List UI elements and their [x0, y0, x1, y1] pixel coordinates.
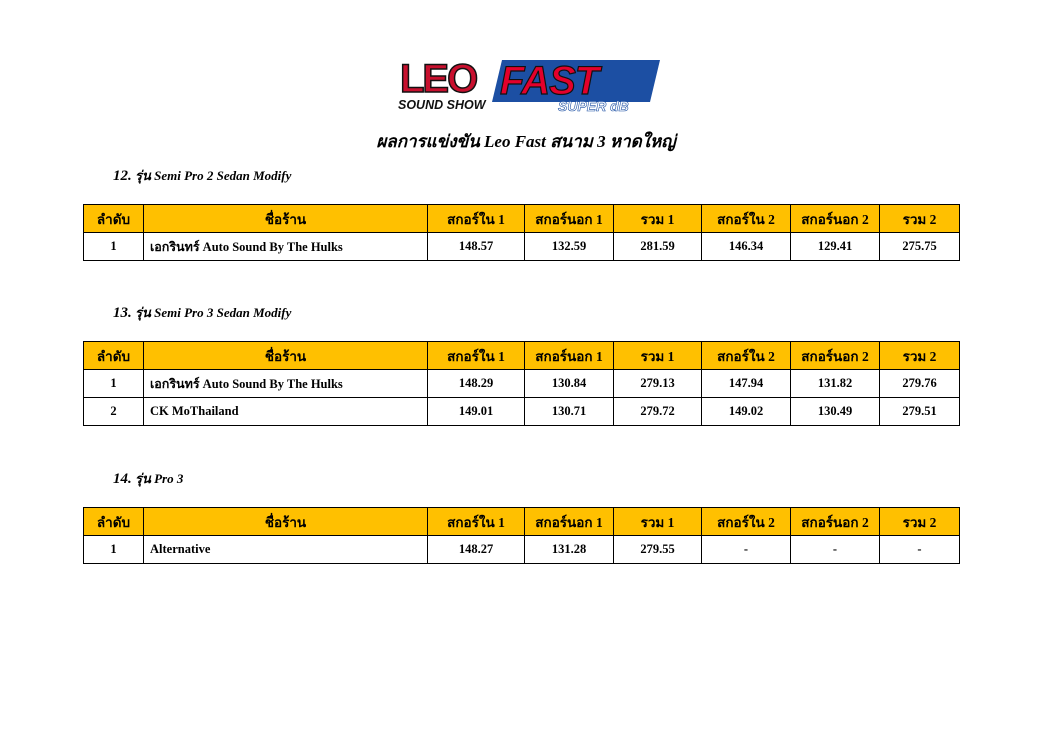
col-score-out-1: สกอร์นอก 1 — [525, 508, 614, 536]
col-score-in-2: สกอร์ใน 2 — [702, 205, 791, 233]
cell-total-2: - — [880, 536, 960, 564]
cell-score-out-2: 130.49 — [791, 398, 880, 426]
section-label: รุ่น Semi Pro 3 Sedan Modify — [135, 305, 292, 320]
col-total-1: รวม 1 — [614, 508, 702, 536]
table-header-row — [84, 342, 960, 370]
cell-score-in-2: 147.94 — [702, 370, 791, 398]
col-score-in-1: สกอร์ใน 1 — [428, 205, 525, 233]
section-number: 12. — [113, 168, 132, 184]
col-score-in-1: สกอร์ใน 1 — [428, 508, 525, 536]
col-rank: ลำดับ — [84, 508, 144, 536]
col-score-in-2: สกอร์ใน 2 — [702, 508, 791, 536]
cell-score-out-1: 131.28 — [525, 536, 614, 564]
logo-fast-text: FAST — [500, 59, 599, 103]
col-score-out-2: สกอร์นอก 2 — [791, 342, 880, 370]
results-table-12 — [83, 204, 960, 261]
cell-score-in-2: 149.02 — [702, 398, 791, 426]
section-label: รุ่น Semi Pro 2 Sedan Modify — [135, 168, 292, 183]
leo-fast-logo — [398, 54, 660, 114]
col-score-in-1: สกอร์ใน 1 — [428, 342, 525, 370]
cell-total-1: 281.59 — [614, 233, 702, 261]
cell-score-out-1: 132.59 — [525, 233, 614, 261]
cell-shop-name: เอกรินทร์ Auto Sound By The Hulks — [144, 233, 428, 261]
cell-rank: 1 — [84, 233, 144, 261]
col-total-2: รวม 2 — [880, 342, 960, 370]
col-score-out-2: สกอร์นอก 2 — [791, 205, 880, 233]
col-score-out-1: สกอร์นอก 1 — [525, 342, 614, 370]
cell-total-2: 279.76 — [880, 370, 960, 398]
col-score-out-1: สกอร์นอก 1 — [525, 205, 614, 233]
cell-score-in-1: 148.29 — [428, 370, 525, 398]
cell-score-in-1: 148.27 — [428, 536, 525, 564]
col-shop-name: ชื่อร้าน — [144, 205, 428, 233]
cell-rank: 2 — [84, 398, 144, 426]
section-number: 13. — [113, 305, 132, 321]
cell-score-out-2: 129.41 — [791, 233, 880, 261]
cell-total-2: 275.75 — [880, 233, 960, 261]
cell-total-1: 279.55 — [614, 536, 702, 564]
results-table-14 — [83, 507, 960, 564]
col-total-2: รวม 2 — [880, 205, 960, 233]
col-score-out-2: สกอร์นอก 2 — [791, 508, 880, 536]
results-table-13 — [83, 341, 960, 426]
cell-score-out-1: 130.84 — [525, 370, 614, 398]
cell-score-out-2: 131.82 — [791, 370, 880, 398]
section-title-14 — [113, 468, 183, 489]
cell-score-in-2: - — [702, 536, 791, 564]
section-label: รุ่น Pro 3 — [135, 471, 184, 486]
section-title-12 — [113, 165, 291, 186]
page-title: ผลการแข่งขัน Leo Fast สนาม 3 หาดใหญ่ — [376, 132, 676, 151]
col-rank: ลำดับ — [84, 205, 144, 233]
col-shop-name: ชื่อร้าน — [144, 508, 428, 536]
cell-score-in-1: 149.01 — [428, 398, 525, 426]
cell-total-1: 279.72 — [614, 398, 702, 426]
cell-shop-name: CK MoThailand — [144, 398, 428, 426]
cell-score-in-2: 146.34 — [702, 233, 791, 261]
table-row — [84, 536, 960, 564]
col-shop-name: ชื่อร้าน — [144, 342, 428, 370]
cell-rank: 1 — [84, 370, 144, 398]
section-title-13 — [113, 302, 291, 323]
cell-total-2: 279.51 — [880, 398, 960, 426]
logo-super-db-text: SUPER dB — [558, 98, 629, 114]
table-row — [84, 370, 960, 398]
cell-total-1: 279.13 — [614, 370, 702, 398]
cell-shop-name: เอกรินทร์ Auto Sound By The Hulks — [144, 370, 428, 398]
table-row — [84, 233, 960, 261]
cell-shop-name: Alternative — [144, 536, 428, 564]
table-row — [84, 398, 960, 426]
col-total-1: รวม 1 — [614, 342, 702, 370]
col-rank: ลำดับ — [84, 342, 144, 370]
section-number: 14. — [113, 471, 132, 487]
cell-score-in-1: 148.57 — [428, 233, 525, 261]
table-header-row — [84, 508, 960, 536]
logo-leo-text: LEO — [400, 57, 477, 101]
col-total-1: รวม 1 — [614, 205, 702, 233]
cell-score-out-1: 130.71 — [525, 398, 614, 426]
col-total-2: รวม 2 — [880, 508, 960, 536]
table-header-row — [84, 205, 960, 233]
cell-score-out-2: - — [791, 536, 880, 564]
col-score-in-2: สกอร์ใน 2 — [702, 342, 791, 370]
logo-sound-show-text: SOUND SHOW — [398, 98, 486, 112]
cell-rank: 1 — [84, 536, 144, 564]
